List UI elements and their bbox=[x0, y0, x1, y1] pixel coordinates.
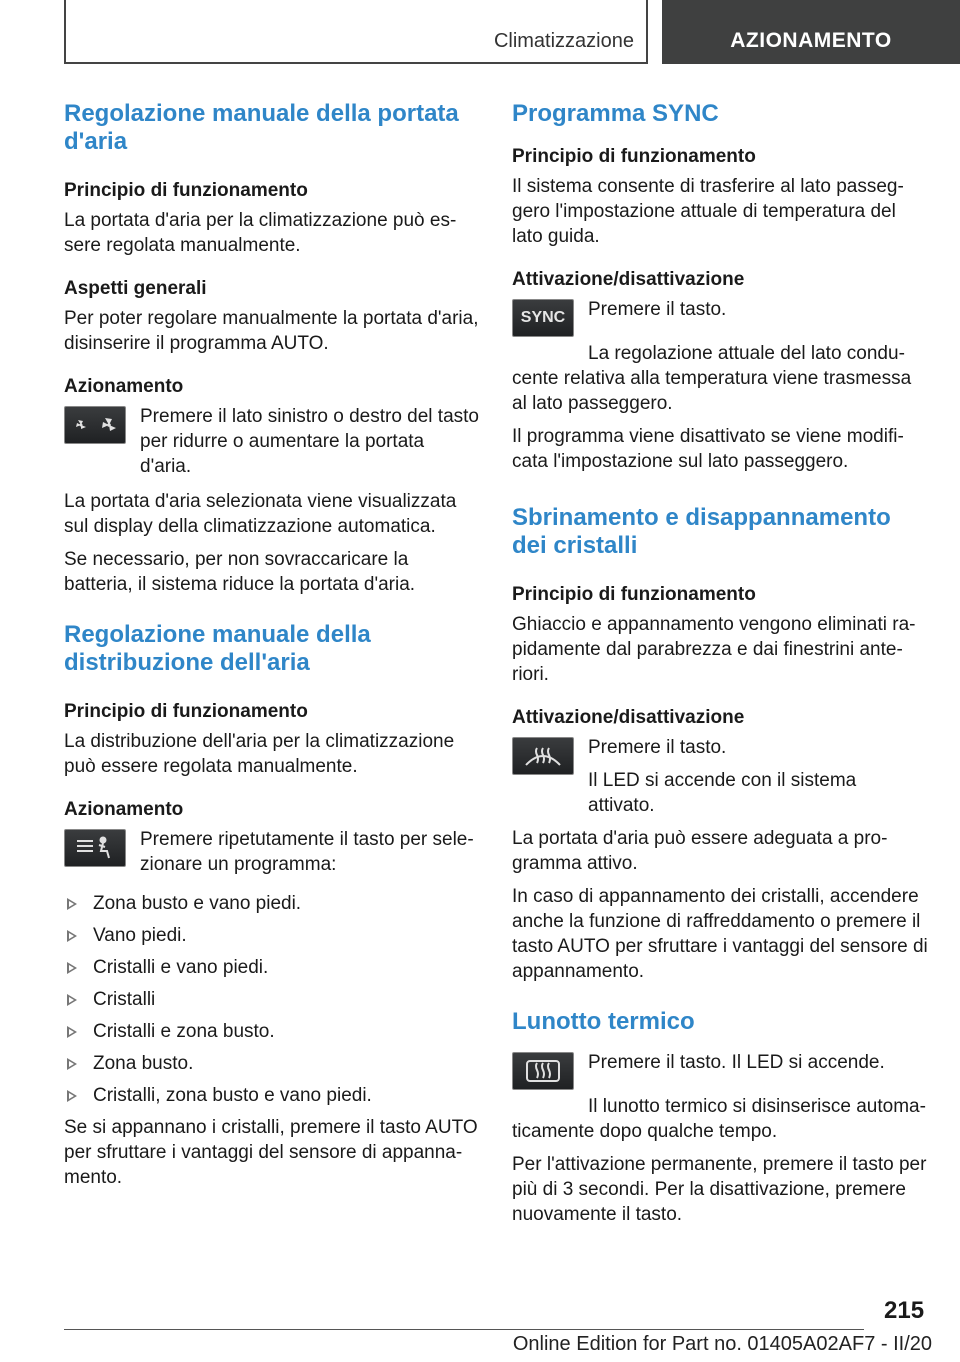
text-air-flow-adjust: La portata d'aria può essere adeguata a pro-gramma attivo. bbox=[512, 828, 888, 874]
text-led-on: Il LED si accende con il sistema attivato. bbox=[588, 770, 857, 816]
page-number: 215 bbox=[884, 1297, 925, 1324]
list-item: Cristalli bbox=[64, 987, 480, 1012]
triangle-bullet-icon bbox=[67, 898, 77, 910]
air-distribution-button-icon bbox=[64, 829, 126, 867]
subheading-general: Aspetti generali bbox=[64, 278, 207, 299]
triangle-bullet-icon bbox=[67, 930, 77, 942]
text-distribution-operation: Premere ripetutamente il tasto per sele-zionare un programma: bbox=[140, 829, 474, 875]
text-sync-transfer: La regolazione attuale del lato condu-cente relativa alla temperatura viene trasmessa al lato passeggero. bbox=[512, 343, 912, 414]
subheading-principle: Principio di funzionamento bbox=[512, 146, 756, 167]
list-item: Zona busto. bbox=[64, 1051, 480, 1076]
text-press-led: Premere il tasto. Il LED si accende. bbox=[588, 1052, 885, 1073]
list-item: Zona busto e vano piedi. bbox=[64, 891, 480, 916]
subheading-toggle: Attivazione/disattivazione bbox=[512, 707, 745, 728]
text-auto-off: Il lunotto termico si disinserisce automa-ticamente dopo qualche tempo. bbox=[512, 1096, 926, 1142]
distribution-button-row bbox=[64, 827, 480, 877]
right-column bbox=[512, 100, 928, 1235]
sync-button-label: SYNC bbox=[520, 309, 566, 326]
subheading-principle: Principio di funzionamento bbox=[64, 180, 308, 201]
section-title-sync: Programma SYNC bbox=[512, 100, 719, 127]
subheading-operation: Azionamento bbox=[64, 799, 184, 820]
text-defrost-fog: In caso di appannamento dei cristalli, accendere anche la funzione di raffreddamento o premere il tasto AUTO per sfruttare i vantaggi del sensore di appannamento. bbox=[512, 886, 928, 982]
header-chapter-title: AZIONAMENTO bbox=[730, 29, 892, 52]
triangle-bullet-icon bbox=[67, 994, 77, 1006]
header-section-box bbox=[64, 0, 648, 64]
program-list bbox=[64, 891, 480, 1108]
subheading-principle: Principio di funzionamento bbox=[512, 584, 756, 605]
footer-edition: Online Edition for Part no. 01405A02AF7 - II/20 bbox=[512, 1333, 932, 1355]
list-item: Cristalli, zona busto e vano piedi. bbox=[64, 1083, 480, 1108]
sync-button-row bbox=[512, 297, 928, 341]
defrost-button-row bbox=[512, 735, 928, 818]
list-item: Cristalli e vano piedi. bbox=[64, 955, 480, 980]
text-air-flow-display: La portata d'aria selezionata viene visualizzata sul display della climatizzazione automatica. bbox=[64, 491, 457, 537]
text-fan-operation: Premere il lato sinistro o destro del tasto per ridurre o aumentare la portata d'aria. bbox=[140, 406, 479, 477]
triangle-bullet-icon bbox=[67, 1090, 77, 1102]
text-principle: Il sistema consente di trasferire al lato passeg-gero l'impostazione attuale di temperatura del lato guida. bbox=[512, 176, 904, 247]
rear-window-defrost-button-icon bbox=[512, 1052, 574, 1090]
triangle-bullet-icon bbox=[67, 1026, 77, 1038]
text-principle: La distribuzione dell'aria per la climatizzazione può essere regolata manualmente. bbox=[64, 731, 455, 777]
section-title-air-distribution: Regolazione manuale della distribuzione dell'aria bbox=[64, 621, 371, 676]
text-fog-note: Se si appannano i cristalli, premere il tasto AUTO per sfruttare i vantaggi del sensore di appanna-mento. bbox=[64, 1117, 478, 1188]
footer-divider bbox=[64, 1329, 864, 1330]
text-permanent: Per l'attivazione permanente, premere il tasto per più di 3 secondi. Per la disattivazione, premere nuovamente il tasto. bbox=[512, 1154, 927, 1225]
rear-defrost-button-row bbox=[512, 1050, 928, 1094]
text-principle: La portata d'aria per la climatizzazione può es-sere regolata manualmente. bbox=[64, 210, 457, 256]
triangle-bullet-icon bbox=[67, 962, 77, 974]
header-chapter-tab bbox=[662, 0, 960, 64]
section-title-rear-window-heating: Lunotto termico bbox=[512, 1008, 695, 1035]
text-sync-deactivated: Il programma viene disattivato se viene modifi-cata l'impostazione sul lato passeggero. bbox=[512, 426, 904, 472]
header-section-title: Climatizzazione bbox=[493, 30, 634, 52]
sync-button-icon bbox=[512, 299, 574, 337]
section-title-defrost: Sbrinamento e disappannamento dei cristalli bbox=[512, 504, 891, 559]
windshield-defrost-button-icon bbox=[512, 737, 574, 775]
text-press-button: Premere il tasto. bbox=[588, 737, 727, 758]
section-title-air-flow: Regolazione manuale della portata d'aria bbox=[64, 100, 459, 155]
text-battery-note: Se necessario, per non sovraccaricare la batteria, il sistema riduce la portata d'aria. bbox=[64, 549, 416, 595]
text-general: Per poter regolare manualmente la portata d'aria, disinserire il programma AUTO. bbox=[64, 308, 479, 354]
triangle-bullet-icon bbox=[67, 1058, 77, 1070]
fan-speed-button-icon bbox=[64, 406, 126, 444]
list-item: Vano piedi. bbox=[64, 923, 480, 948]
subheading-operation: Azionamento bbox=[64, 376, 184, 397]
text-press-button: Premere il tasto. bbox=[588, 299, 727, 320]
subheading-principle: Principio di funzionamento bbox=[64, 701, 308, 722]
text-principle: Ghiaccio e appannamento vengono eliminati ra-pidamente dal parabrezza e dai finestrini ante-riori. bbox=[512, 614, 916, 685]
fan-button-row bbox=[64, 404, 480, 479]
list-item: Cristalli e zona busto. bbox=[64, 1019, 480, 1044]
subheading-toggle: Attivazione/disattivazione bbox=[512, 269, 745, 290]
left-column bbox=[64, 100, 480, 1198]
